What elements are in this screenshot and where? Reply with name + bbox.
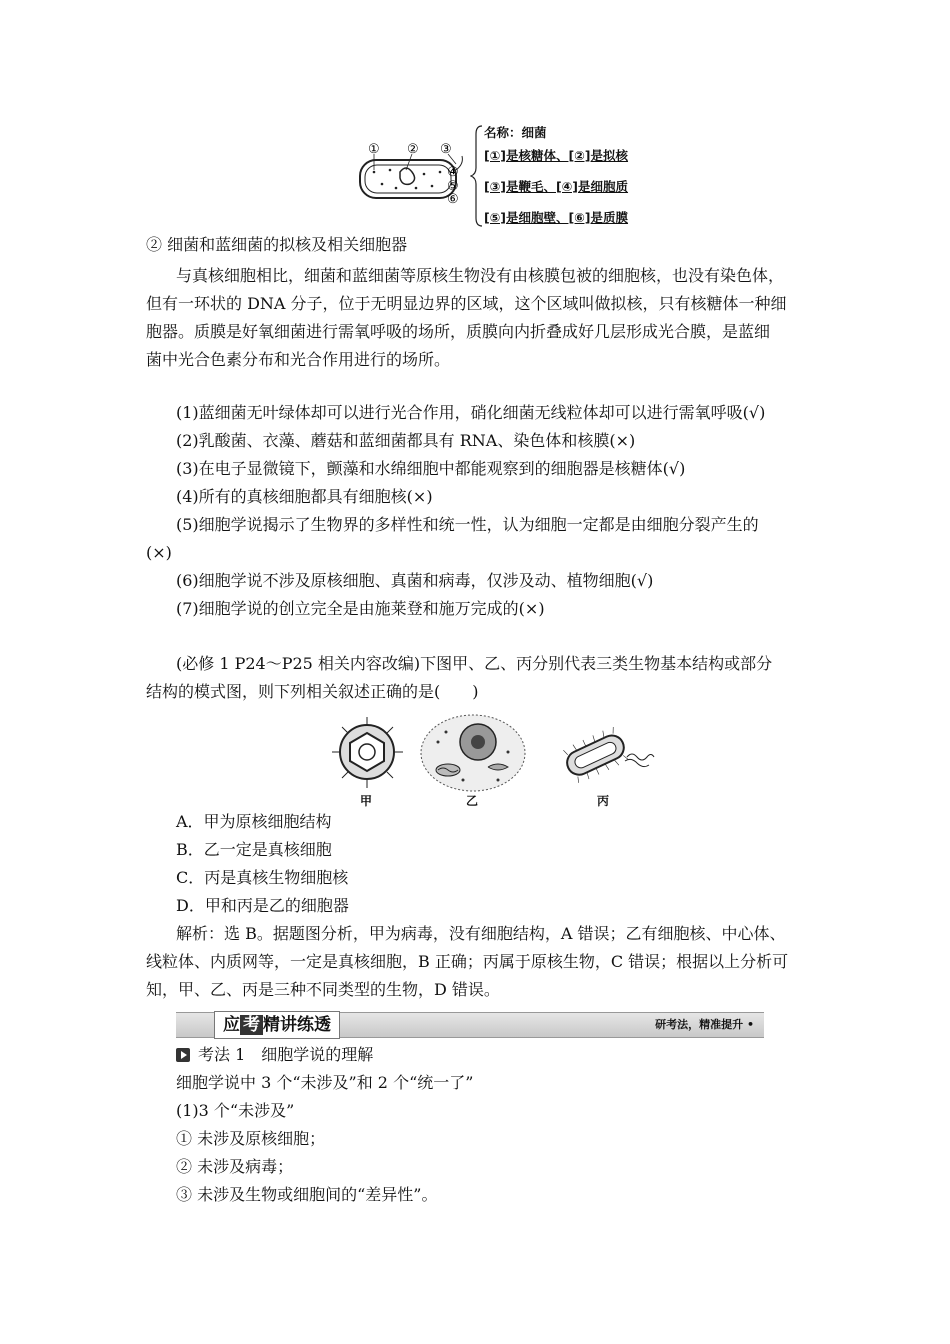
- judgment-2: (2)乳酸菌、衣藻、蘑菇和蓝细菌都具有 RNA、染色体和核膜(×): [176, 431, 636, 450]
- analysis-line-3: 知，甲、乙、丙是三种不同类型的生物，D 错误。: [146, 980, 500, 999]
- legend-title: 名称：细菌: [484, 125, 547, 140]
- legend-line-1: [①]是核糖体、[②]是拟核: [484, 148, 629, 163]
- option-d: D．甲和丙是乙的细胞器: [176, 896, 349, 915]
- paragraph-line-3: 胞器。质膜是好氧细菌进行需氧呼吸的场所，质膜向内折叠成好几层形成光合膜，是蓝细: [146, 322, 771, 341]
- bacterium-figure: [555, 715, 655, 785]
- analysis-line-1: 解析：选 B。据题图分析，甲为病毒，没有细胞结构，A 错误；乙有细胞核、中心体、: [176, 924, 786, 943]
- marker-4: ④: [447, 165, 459, 180]
- legend-brace: [470, 124, 484, 228]
- judgment-3: (3)在电子显微镜下，颤藻和水绵细胞中都能观察到的细胞器是核糖体(√): [176, 459, 686, 478]
- play-icon: [176, 1048, 190, 1062]
- option-c: C．丙是真核生物细胞核: [176, 868, 349, 887]
- banner-title-c: 精讲练透: [263, 1015, 331, 1035]
- banner-title-a: 应: [223, 1015, 240, 1035]
- question-stem-2: 结构的模式图，则下列相关叙述正确的是( ): [146, 682, 479, 701]
- banner-subtitle: 研考法，精准提升 •: [655, 1018, 754, 1031]
- judgment-6: (6)细胞学说不涉及原核细胞、真菌和病毒，仅涉及动、植物细胞(√): [176, 571, 654, 590]
- legend-line-2: [③]是鞭毛、[④]是细胞质: [484, 179, 629, 194]
- marker-1: ①: [368, 142, 380, 157]
- method-line-5: ③ 未涉及生物或细胞间的“差异性”。: [176, 1185, 438, 1204]
- section-banner: [176, 1012, 764, 1038]
- paragraph-line-4: 菌中光合色素分布和光合作用进行的场所。: [146, 350, 451, 369]
- marker-5: ⑤: [447, 179, 459, 194]
- judgment-1: (1)蓝细菌无叶绿体却可以进行光合作用，硝化细菌无线粒体却可以进行需氧呼吸(√): [176, 403, 766, 422]
- method-heading: 考法 1 细胞学说的理解: [176, 1041, 373, 1069]
- figure-label-bing: 丙: [597, 794, 610, 808]
- option-b: B．乙一定是真核细胞: [176, 840, 332, 859]
- figure-label-jia: 甲: [360, 794, 373, 808]
- judgment-7: (7)细胞学说的创立完全是由施莱登和施万完成的(×): [176, 599, 545, 618]
- banner-title: [214, 1011, 340, 1039]
- legend-line-3: [⑤]是细胞壁、[⑥]是质膜: [484, 210, 629, 225]
- bacterium-diagram: [352, 140, 472, 210]
- method-line-3: ① 未涉及原核细胞；: [176, 1129, 326, 1148]
- option-a: A．甲为原核细胞结构: [176, 812, 332, 831]
- judgment-5-cont: (×): [146, 543, 172, 562]
- marker-2: ②: [407, 142, 419, 157]
- virus-figure: [330, 715, 405, 790]
- paragraph-line-2: 但有一环状的 DNA 分子，位于无明显边界的区域，这个区域叫做拟核，只有核糖体一种细: [146, 294, 787, 313]
- marker-3: ③: [440, 142, 452, 157]
- eukaryotic-cell-figure: [418, 712, 528, 794]
- figure-label-yi: 乙: [466, 794, 479, 808]
- analysis-line-2: 线粒体、内质网等，一定是真核细胞，B 正确；丙属于原核生物，C 错误；根据以上分析可: [146, 952, 789, 971]
- method-line-2: (1)3 个“未涉及”: [176, 1101, 295, 1120]
- marker-6: ⑥: [447, 192, 459, 207]
- section-heading: ② 细菌和蓝细菌的拟核及相关细胞器: [146, 235, 408, 254]
- method-line-4: ② 未涉及病毒；: [176, 1157, 294, 1176]
- judgment-4: (4)所有的真核细胞都具有细胞核(×): [176, 487, 433, 506]
- banner-title-b: 考: [240, 1015, 263, 1035]
- question-stem-1: (必修 1 P24～P25 相关内容改编)下图甲、乙、丙分别代表三类生物基本结构或部分: [176, 654, 773, 673]
- paragraph-line-1: 与真核细胞相比，细菌和蓝细菌等原核生物没有由核膜包被的细胞核，也没有染色体，: [176, 266, 785, 285]
- judgment-5: (5)细胞学说揭示了生物界的多样性和统一性，认为细胞一定都是由细胞分裂产生的: [176, 515, 759, 534]
- method-line-1: 细胞学说中 3 个“未涉及”和 2 个“统一了”: [176, 1073, 474, 1092]
